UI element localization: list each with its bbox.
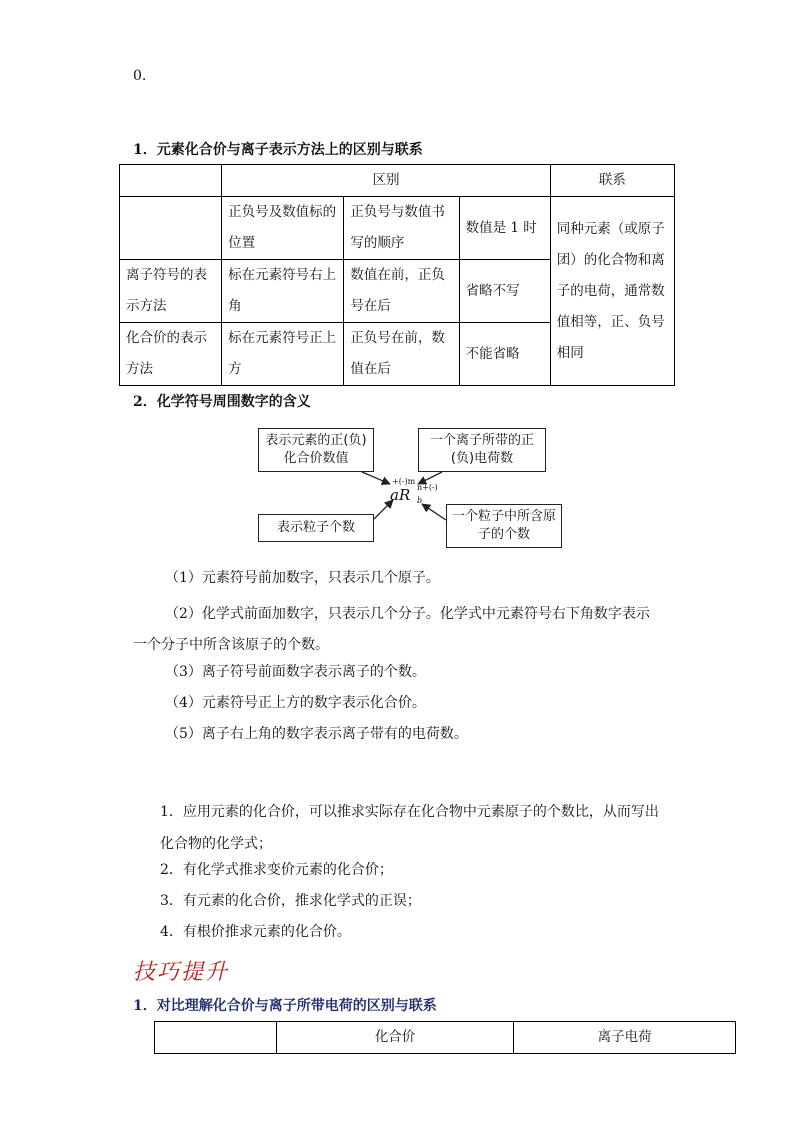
meaning-item-5: （5）离子右上角的数字表示离子带有的电荷数。 [165,726,468,742]
section3-title: 1．对比理解化合价与离子所带电荷的区别与联系 [133,998,437,1014]
box-atom-count: 一个粒子中所含原子的个数 [446,504,562,548]
skill-banner: 技巧提升 [133,960,230,985]
link-cell: 同种元素（或原子团）的化合物和离子的电荷，通常数值相等，正、负号相同 [550,197,674,386]
cell-ion-order: 数值在前，正负号在后 [344,260,459,323]
section1-title: 1．元素化合价与离子表示方法上的区别与联系 [133,142,423,158]
row-label-valence: 化合价的表示方法 [120,323,222,386]
header-diff: 区别 [222,165,551,197]
top-fragment: 0. [133,68,147,84]
application-item-2: 2．有化学式推求变价元素的化合价； [160,862,393,878]
symbol-top-digit: +(-)m [392,477,416,486]
symbol-main: aR [390,486,411,504]
application-item-1: 1．应用元素的化合价，可以推求实际存在化合物中元素原子的个数比，从而写出化合物的化学式； [160,804,659,852]
application-item-4: 4．有根价推求元素的化合价。 [160,924,351,940]
cell-valence-one: 不能省略 [459,323,550,386]
symbol-sub: b [417,496,423,505]
cell-ion-one: 省略不写 [459,260,550,323]
box-ion-charge: 一个离子所带的正(负)电荷数 [418,428,546,472]
col-header-value-one: 数值是 1 时 [459,197,550,260]
arrow-top-left [362,472,390,484]
application-item-3: 3．有元素的化合价，推求化学式的正误； [160,893,421,909]
col-header-position: 正负号及数值标的位置 [222,197,344,260]
comparison-table-2 [154,1021,736,1054]
table-empty-cell [120,197,222,260]
col-header-ion-charge: 离子电荷 [514,1022,736,1054]
cell-valence-order: 正负号在前，数值在后 [344,323,459,386]
meaning-item-2: （2）化学式前面加数字，只表示几个分子。化学式中元素符号右下角数字表示一个分子中所含该原子的个数。 [133,606,650,653]
col-header-order: 正负号与数值书写的顺序 [344,197,459,260]
section2-title: 2．化学符号周围数字的含义 [133,394,311,410]
cell-valence-position: 标在元素符号正上方 [222,323,344,386]
table2-corner-cell [155,1022,277,1054]
meaning-item-1: （1）元素符号前加数字，只表示几个原子。 [165,570,440,586]
comparison-table-1 [119,164,675,386]
symbol-sup-right: n+(-) [417,483,438,492]
header-link: 联系 [550,165,674,197]
table-corner-cell [120,165,222,197]
row-label-ion: 离子符号的表示方法 [120,260,222,323]
col-header-valence: 化合价 [276,1022,514,1054]
symbol-diagram [250,424,570,554]
meaning-item-3: （3）离子符号前面数字表示离子的个数。 [165,664,426,680]
cell-ion-position: 标在元素符号右上角 [222,260,344,323]
box-valence-value: 表示元素的正(负)化合价数值 [258,428,374,472]
box-particle-count: 表示粒子个数 [258,514,374,542]
meaning-item-4: （4）元素符号正上方的数字表示化合价。 [165,695,426,711]
chem-symbol [390,478,440,508]
